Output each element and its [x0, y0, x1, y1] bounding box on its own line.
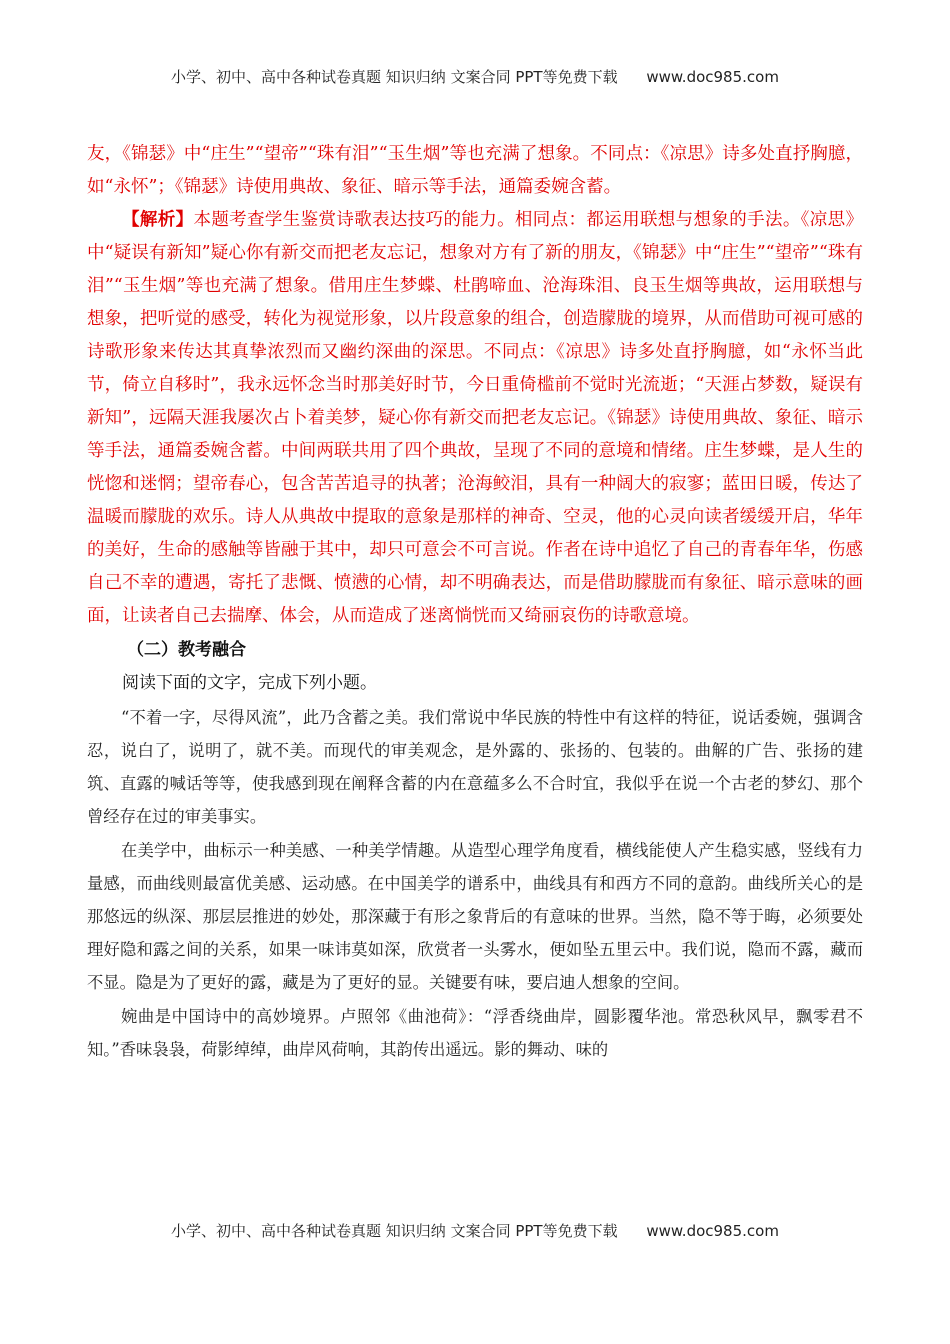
- reading-instruction: 阅读下面的文字，完成下列小题。: [122, 673, 377, 693]
- document-body: [87, 138, 863, 1066]
- header-url-link[interactable]: www.doc985.com: [646, 68, 779, 86]
- passage-paragraph-3: 婉曲是中国诗中的高妙境界。卢照邻《曲池荷》：“浮香绕曲岸，圆影覆华池。常恐秋风早，飘零君不知。”香味袅袅，荷影绰绰，曲岸风荷响，其韵传出遥远。影的舞动、味的: [87, 1007, 863, 1059]
- analysis-text: 本题考查学生鉴赏诗歌表达技巧的能力。相同点：都运用联想与想象的手法。《凉思》中“疑误有新知”疑心你有新交而把老友忘记，想象对方有了新的朋友，《锦瑟》中“庄生”“望帝”“珠有泪”“玉生烟”等也充满了想象。借用庄生梦蝶、杜鹃啼血、沧海珠泪、良玉生烟等典故，运用联想与想象，把听觉的感受，转化为视觉形象，以片段意象的组合，创造朦胧的境界，从而借助可视可感的诗歌形象来传达其真挚浓烈而又幽约深曲的深思。不同点：《凉思》诗多处直抒胸臆，如“永怀当此节，倚立自移时”，我永远怀念当时那美好时节，今日重倚槛前不觉时光流逝；“天涯占梦数，疑误有新知”，远隔天涯我屡次占卜着美梦，疑心你有新交而把老友忘记。《锦瑟》诗使用典故、象征、暗示等手法，通篇委婉含蓄。中间两联共用了四个典故，呈现了不同的意境和情绪。庄生梦蝶，是人生的恍惚和迷惘；望帝春心，包含苦苦追寻的执著；沧海鲛泪，具有一种阔大的寂寥；蓝田日暖，传达了温暖而朦胧的欢乐。诗人从典故中提取的意象是那样的神奇、空灵，他的心灵向读者缓缓开启，华年的美好，生命的感触等皆融于其中，却只可意会不可言说。作者在诗中追忆了自己的青春年华，伤感自己不幸的遭遇，寄托了悲慨、愤懑的心情，却不明确表达，而是借助朦胧而有象征、暗示意味的画面，让读者自己去揣摩、体会，从而造成了迷离惝恍而又绮丽哀伤的诗歌意境。: [87, 210, 864, 626]
- analysis-label: 【解析】: [122, 210, 194, 230]
- analysis-paragraph: [87, 204, 863, 633]
- page-header: [0, 66, 950, 87]
- footer-text: 小学、初中、高中各种试卷真题 知识归纳 文案合同 PPT等免费下载: [171, 1222, 618, 1240]
- header-text: 小学、初中、高中各种试卷真题 知识归纳 文案合同 PPT等免费下载: [171, 68, 618, 86]
- answer-continuation: 友，《锦瑟》中“庄生”“望帝”“珠有泪”“玉生烟”等也充满了想象。不同点：《凉思》诗多处直抒胸臆，如“永怀”；《锦瑟》诗使用典故、象征、暗示等手法，通篇委婉含蓄。: [87, 144, 863, 197]
- passage-paragraph-1: “不着一字，尽得风流”，此乃含蓄之美。我们常说中华民族的特性中有这样的特征，说话委婉，强调含忍，说白了，说明了，就不美。而现代的审美观念，是外露的、张扬的、包装的。曲解的广告、张扬的建筑、直露的喊话等等，使我感到现在阐释含蓄的内在意蕴多么不合时宜，我似乎在说一个古老的梦幻、那个曾经存在过的审美事实。: [87, 708, 863, 826]
- footer-url-link[interactable]: www.doc985.com: [646, 1222, 779, 1240]
- passage-paragraph-2: 在美学中，曲标示一种美感、一种美学情趣。从造型心理学角度看，横线能使人产生稳实感，竖线有力量感，而曲线则最富优美感、运动感。在中国美学的谱系中，曲线具有和西方不同的意韵。曲线所关心的是那悠远的纵深、那层层推进的妙处，那深藏于有形之象背后的有意味的世界。当然，隐不等于晦，必须要处理好隐和露之间的关系，如果一味讳莫如深，欣赏者一头雾水，便如坠五里云中。我们说，隐而不露，藏而不显。隐是为了更好的露，藏是为了更好的显。关键要有味，要启迪人想象的空间。: [87, 841, 863, 992]
- section-heading: （二）教考融合: [127, 640, 246, 660]
- page-footer: [0, 1220, 950, 1241]
